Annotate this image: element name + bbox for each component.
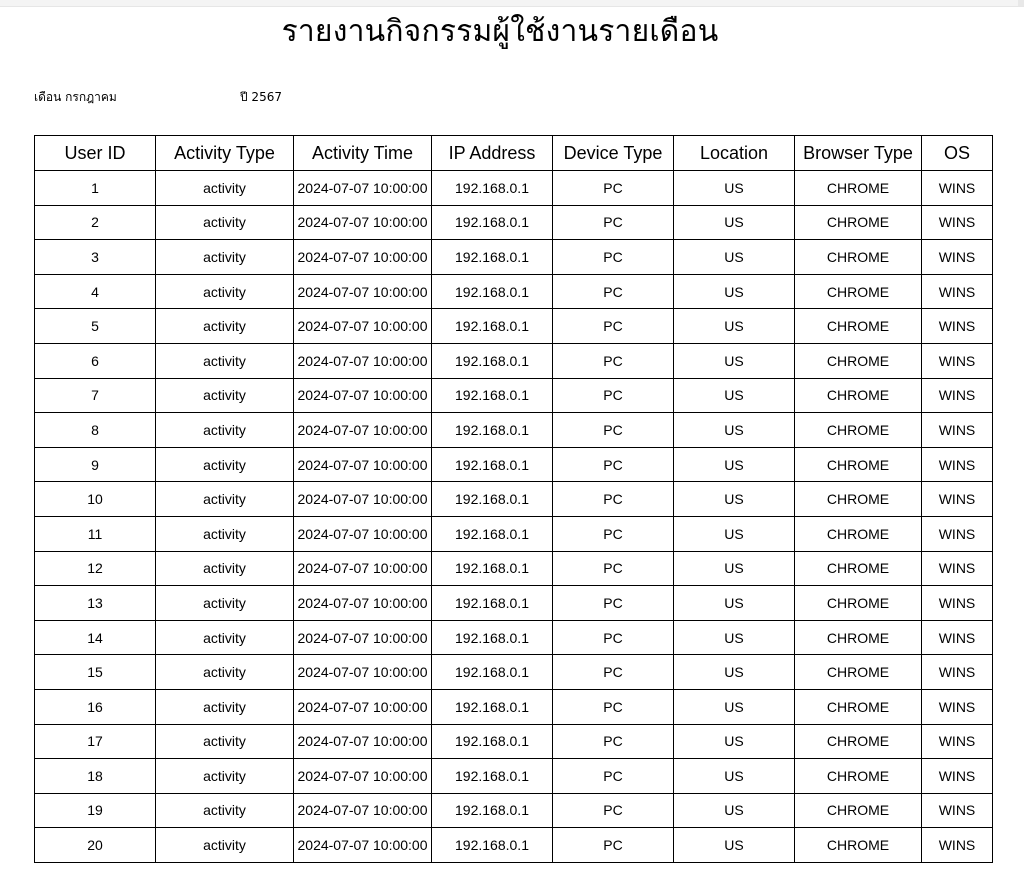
cell-device-type: PC bbox=[553, 724, 674, 759]
cell-user-id: 6 bbox=[35, 343, 156, 378]
scrollbar-corner[interactable] bbox=[1018, 0, 1024, 6]
table-row bbox=[35, 516, 993, 551]
cell-device-type: PC bbox=[553, 447, 674, 482]
cell-activity-type: activity bbox=[156, 724, 294, 759]
cell-ip-address: 192.168.0.1 bbox=[432, 447, 553, 482]
cell-activity-time: 2024-07-07 10:00:00 bbox=[294, 447, 432, 482]
cell-os: WINS bbox=[922, 447, 993, 482]
cell-device-type: PC bbox=[553, 620, 674, 655]
cell-activity-type: activity bbox=[156, 447, 294, 482]
cell-os: WINS bbox=[922, 274, 993, 309]
column-header-activity-time: Activity Time bbox=[294, 136, 432, 171]
cell-browser-type: CHROME bbox=[795, 309, 922, 344]
cell-browser-type: CHROME bbox=[795, 759, 922, 794]
cell-device-type: PC bbox=[553, 171, 674, 206]
cell-activity-type: activity bbox=[156, 759, 294, 794]
cell-activity-type: activity bbox=[156, 274, 294, 309]
cell-activity-time: 2024-07-07 10:00:00 bbox=[294, 516, 432, 551]
cell-activity-time: 2024-07-07 10:00:00 bbox=[294, 689, 432, 724]
cell-ip-address: 192.168.0.1 bbox=[432, 343, 553, 378]
cell-os: WINS bbox=[922, 793, 993, 828]
cell-user-id: 7 bbox=[35, 378, 156, 413]
table-row bbox=[35, 343, 993, 378]
cell-ip-address: 192.168.0.1 bbox=[432, 309, 553, 344]
table-row bbox=[35, 586, 993, 621]
cell-activity-type: activity bbox=[156, 586, 294, 621]
cell-browser-type: CHROME bbox=[795, 620, 922, 655]
cell-browser-type: CHROME bbox=[795, 793, 922, 828]
cell-activity-time: 2024-07-07 10:00:00 bbox=[294, 620, 432, 655]
column-header-browser-type: Browser Type bbox=[795, 136, 922, 171]
cell-browser-type: CHROME bbox=[795, 551, 922, 586]
cell-activity-time: 2024-07-07 10:00:00 bbox=[294, 655, 432, 690]
table-row bbox=[35, 413, 993, 448]
cell-location: US bbox=[674, 413, 795, 448]
cell-os: WINS bbox=[922, 828, 993, 863]
cell-activity-time: 2024-07-07 10:00:00 bbox=[294, 343, 432, 378]
cell-browser-type: CHROME bbox=[795, 413, 922, 448]
cell-ip-address: 192.168.0.1 bbox=[432, 620, 553, 655]
cell-ip-address: 192.168.0.1 bbox=[432, 516, 553, 551]
cell-browser-type: CHROME bbox=[795, 655, 922, 690]
table-row bbox=[35, 171, 993, 206]
cell-device-type: PC bbox=[553, 343, 674, 378]
cell-device-type: PC bbox=[553, 482, 674, 517]
cell-user-id: 10 bbox=[35, 482, 156, 517]
cell-os: WINS bbox=[922, 413, 993, 448]
table-header-row bbox=[35, 136, 993, 171]
cell-browser-type: CHROME bbox=[795, 447, 922, 482]
report-month: เดือน กรกฎาคม bbox=[34, 90, 117, 104]
table-row bbox=[35, 620, 993, 655]
cell-ip-address: 192.168.0.1 bbox=[432, 586, 553, 621]
table-row bbox=[35, 689, 993, 724]
cell-activity-type: activity bbox=[156, 551, 294, 586]
cell-activity-time: 2024-07-07 10:00:00 bbox=[294, 240, 432, 275]
cell-activity-time: 2024-07-07 10:00:00 bbox=[294, 793, 432, 828]
cell-activity-type: activity bbox=[156, 171, 294, 206]
cell-location: US bbox=[674, 205, 795, 240]
cell-user-id: 13 bbox=[35, 586, 156, 621]
table-row bbox=[35, 482, 993, 517]
cell-activity-time: 2024-07-07 10:00:00 bbox=[294, 586, 432, 621]
cell-ip-address: 192.168.0.1 bbox=[432, 828, 553, 863]
cell-device-type: PC bbox=[553, 413, 674, 448]
cell-activity-time: 2024-07-07 10:00:00 bbox=[294, 482, 432, 517]
cell-activity-type: activity bbox=[156, 655, 294, 690]
cell-os: WINS bbox=[922, 482, 993, 517]
cell-activity-type: activity bbox=[156, 240, 294, 275]
cell-location: US bbox=[674, 759, 795, 794]
cell-device-type: PC bbox=[553, 205, 674, 240]
cell-ip-address: 192.168.0.1 bbox=[432, 413, 553, 448]
table-row bbox=[35, 655, 993, 690]
cell-activity-type: activity bbox=[156, 516, 294, 551]
cell-browser-type: CHROME bbox=[795, 828, 922, 863]
cell-os: WINS bbox=[922, 551, 993, 586]
cell-ip-address: 192.168.0.1 bbox=[432, 205, 553, 240]
cell-device-type: PC bbox=[553, 309, 674, 344]
cell-browser-type: CHROME bbox=[795, 586, 922, 621]
table-row bbox=[35, 759, 993, 794]
cell-device-type: PC bbox=[553, 551, 674, 586]
cell-activity-time: 2024-07-07 10:00:00 bbox=[294, 724, 432, 759]
cell-location: US bbox=[674, 309, 795, 344]
table-row bbox=[35, 240, 993, 275]
cell-activity-time: 2024-07-07 10:00:00 bbox=[294, 551, 432, 586]
cell-location: US bbox=[674, 828, 795, 863]
cell-os: WINS bbox=[922, 689, 993, 724]
cell-location: US bbox=[674, 447, 795, 482]
cell-os: WINS bbox=[922, 309, 993, 344]
cell-location: US bbox=[674, 171, 795, 206]
column-header-user-id: User ID bbox=[35, 136, 156, 171]
cell-user-id: 14 bbox=[35, 620, 156, 655]
table-row bbox=[35, 793, 993, 828]
table-row bbox=[35, 205, 993, 240]
cell-activity-type: activity bbox=[156, 620, 294, 655]
cell-location: US bbox=[674, 655, 795, 690]
cell-ip-address: 192.168.0.1 bbox=[432, 378, 553, 413]
column-header-device-type: Device Type bbox=[553, 136, 674, 171]
cell-location: US bbox=[674, 724, 795, 759]
cell-user-id: 12 bbox=[35, 551, 156, 586]
cell-ip-address: 192.168.0.1 bbox=[432, 551, 553, 586]
cell-device-type: PC bbox=[553, 689, 674, 724]
cell-activity-time: 2024-07-07 10:00:00 bbox=[294, 378, 432, 413]
report-title: รายงานกิจกรรมผู้ใช้งานรายเดือน bbox=[281, 14, 719, 49]
cell-activity-type: activity bbox=[156, 343, 294, 378]
cell-os: WINS bbox=[922, 724, 993, 759]
report-year: ปี 2567 bbox=[240, 90, 282, 104]
cell-activity-time: 2024-07-07 10:00:00 bbox=[294, 171, 432, 206]
cell-user-id: 3 bbox=[35, 240, 156, 275]
cell-ip-address: 192.168.0.1 bbox=[432, 655, 553, 690]
cell-activity-type: activity bbox=[156, 793, 294, 828]
table-row bbox=[35, 447, 993, 482]
cell-activity-time: 2024-07-07 10:00:00 bbox=[294, 413, 432, 448]
table-row bbox=[35, 274, 993, 309]
cell-browser-type: CHROME bbox=[795, 205, 922, 240]
cell-activity-time: 2024-07-07 10:00:00 bbox=[294, 309, 432, 344]
table-row bbox=[35, 724, 993, 759]
cell-user-id: 11 bbox=[35, 516, 156, 551]
cell-os: WINS bbox=[922, 759, 993, 794]
cell-activity-time: 2024-07-07 10:00:00 bbox=[294, 759, 432, 794]
cell-location: US bbox=[674, 551, 795, 586]
cell-user-id: 4 bbox=[35, 274, 156, 309]
table-row bbox=[35, 551, 993, 586]
cell-os: WINS bbox=[922, 205, 993, 240]
cell-user-id: 5 bbox=[35, 309, 156, 344]
cell-browser-type: CHROME bbox=[795, 343, 922, 378]
cell-location: US bbox=[674, 689, 795, 724]
cell-location: US bbox=[674, 620, 795, 655]
cell-user-id: 17 bbox=[35, 724, 156, 759]
cell-browser-type: CHROME bbox=[795, 516, 922, 551]
cell-ip-address: 192.168.0.1 bbox=[432, 240, 553, 275]
column-header-ip-address: IP Address bbox=[432, 136, 553, 171]
cell-ip-address: 192.168.0.1 bbox=[432, 793, 553, 828]
cell-location: US bbox=[674, 482, 795, 517]
cell-location: US bbox=[674, 240, 795, 275]
cell-browser-type: CHROME bbox=[795, 240, 922, 275]
cell-os: WINS bbox=[922, 171, 993, 206]
cell-activity-time: 2024-07-07 10:00:00 bbox=[294, 828, 432, 863]
cell-device-type: PC bbox=[553, 793, 674, 828]
cell-os: WINS bbox=[922, 655, 993, 690]
cell-device-type: PC bbox=[553, 516, 674, 551]
cell-user-id: 15 bbox=[35, 655, 156, 690]
table-row bbox=[35, 828, 993, 863]
cell-user-id: 1 bbox=[35, 171, 156, 206]
cell-device-type: PC bbox=[553, 586, 674, 621]
cell-location: US bbox=[674, 343, 795, 378]
cell-activity-type: activity bbox=[156, 205, 294, 240]
cell-device-type: PC bbox=[553, 378, 674, 413]
cell-ip-address: 192.168.0.1 bbox=[432, 759, 553, 794]
cell-os: WINS bbox=[922, 240, 993, 275]
cell-location: US bbox=[674, 516, 795, 551]
cell-user-id: 20 bbox=[35, 828, 156, 863]
cell-os: WINS bbox=[922, 378, 993, 413]
cell-location: US bbox=[674, 586, 795, 621]
cell-device-type: PC bbox=[553, 274, 674, 309]
cell-browser-type: CHROME bbox=[795, 171, 922, 206]
table-row bbox=[35, 309, 993, 344]
cell-user-id: 2 bbox=[35, 205, 156, 240]
cell-device-type: PC bbox=[553, 828, 674, 863]
cell-browser-type: CHROME bbox=[795, 378, 922, 413]
cell-browser-type: CHROME bbox=[795, 689, 922, 724]
table-body bbox=[35, 171, 993, 863]
activity-table bbox=[34, 135, 993, 863]
cell-ip-address: 192.168.0.1 bbox=[432, 689, 553, 724]
cell-device-type: PC bbox=[553, 655, 674, 690]
cell-os: WINS bbox=[922, 343, 993, 378]
cell-ip-address: 192.168.0.1 bbox=[432, 171, 553, 206]
cell-location: US bbox=[674, 793, 795, 828]
cell-ip-address: 192.168.0.1 bbox=[432, 274, 553, 309]
cell-ip-address: 192.168.0.1 bbox=[432, 482, 553, 517]
cell-os: WINS bbox=[922, 586, 993, 621]
column-header-activity-type: Activity Type bbox=[156, 136, 294, 171]
cell-os: WINS bbox=[922, 516, 993, 551]
cell-activity-type: activity bbox=[156, 828, 294, 863]
cell-ip-address: 192.168.0.1 bbox=[432, 724, 553, 759]
column-header-location: Location bbox=[674, 136, 795, 171]
cell-activity-type: activity bbox=[156, 309, 294, 344]
cell-device-type: PC bbox=[553, 240, 674, 275]
cell-os: WINS bbox=[922, 620, 993, 655]
viewer-top-strip bbox=[0, 0, 1024, 7]
cell-user-id: 18 bbox=[35, 759, 156, 794]
column-header-os: OS bbox=[922, 136, 993, 171]
cell-browser-type: CHROME bbox=[795, 724, 922, 759]
cell-activity-time: 2024-07-07 10:00:00 bbox=[294, 274, 432, 309]
cell-activity-type: activity bbox=[156, 378, 294, 413]
cell-user-id: 9 bbox=[35, 447, 156, 482]
cell-location: US bbox=[674, 274, 795, 309]
cell-device-type: PC bbox=[553, 759, 674, 794]
cell-user-id: 8 bbox=[35, 413, 156, 448]
cell-user-id: 19 bbox=[35, 793, 156, 828]
cell-activity-type: activity bbox=[156, 413, 294, 448]
cell-browser-type: CHROME bbox=[795, 482, 922, 517]
cell-activity-type: activity bbox=[156, 689, 294, 724]
table-row bbox=[35, 378, 993, 413]
cell-user-id: 16 bbox=[35, 689, 156, 724]
cell-activity-type: activity bbox=[156, 482, 294, 517]
cell-activity-time: 2024-07-07 10:00:00 bbox=[294, 205, 432, 240]
cell-browser-type: CHROME bbox=[795, 274, 922, 309]
cell-location: US bbox=[674, 378, 795, 413]
